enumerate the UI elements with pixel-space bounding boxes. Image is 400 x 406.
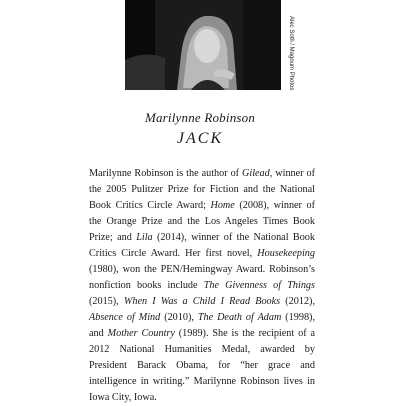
bio-text: , winner of the 2005 Pulitzer Prize for Fiction and the National Book Critics Circle Award; [89, 168, 315, 211]
bio-book-title: Home [210, 200, 235, 211]
author-bio [89, 166, 315, 406]
bio-text: Marilynne Robinson is the author of [89, 168, 243, 179]
book-title: JACK [176, 130, 224, 147]
bio-text: (1980), won the PEN/Hemingway Award. Robinson’s nonfiction books include [89, 264, 315, 291]
bio-text: (2012), [280, 296, 315, 307]
author-photo [125, 0, 281, 90]
bio-text: (1998), and [89, 312, 315, 339]
bio-text: (2010), [160, 312, 198, 323]
photo-credit: Alec Soth / Magnum Photos [288, 15, 294, 90]
bio-text: (1989). She is the recipient of a 2012 National Humanities Medal, awarded by President Barack Obama, for “her grace and intelligence in writing.” Marilynne Robinson lives in Iowa City, Iowa. [89, 328, 315, 403]
bio-book-title: The Death of Adam [197, 312, 282, 323]
bio-book-title: Gilead [242, 168, 270, 179]
bio-book-title: When I Was a Child I Read Books [123, 296, 281, 307]
author-photo-illustration [125, 0, 281, 90]
bio-book-title: The Givenness of Things [203, 280, 315, 291]
bio-book-title: Mother Country [107, 328, 175, 339]
bio-text: (2014), winner of the National Book Critics Circle Award. Her first novel, [89, 232, 315, 259]
bio-text: (2008), winner of the Orange Prize and the Los Angeles Times Book Prize; and [89, 200, 316, 243]
author-name: Marilynne Robinson [144, 110, 256, 125]
bio-book-title: Lila [136, 232, 153, 243]
bio-book-title: Absence of Mind [89, 312, 161, 323]
bio-text: (2015), [89, 296, 124, 307]
bio-book-title: Housekeeping [257, 248, 315, 259]
